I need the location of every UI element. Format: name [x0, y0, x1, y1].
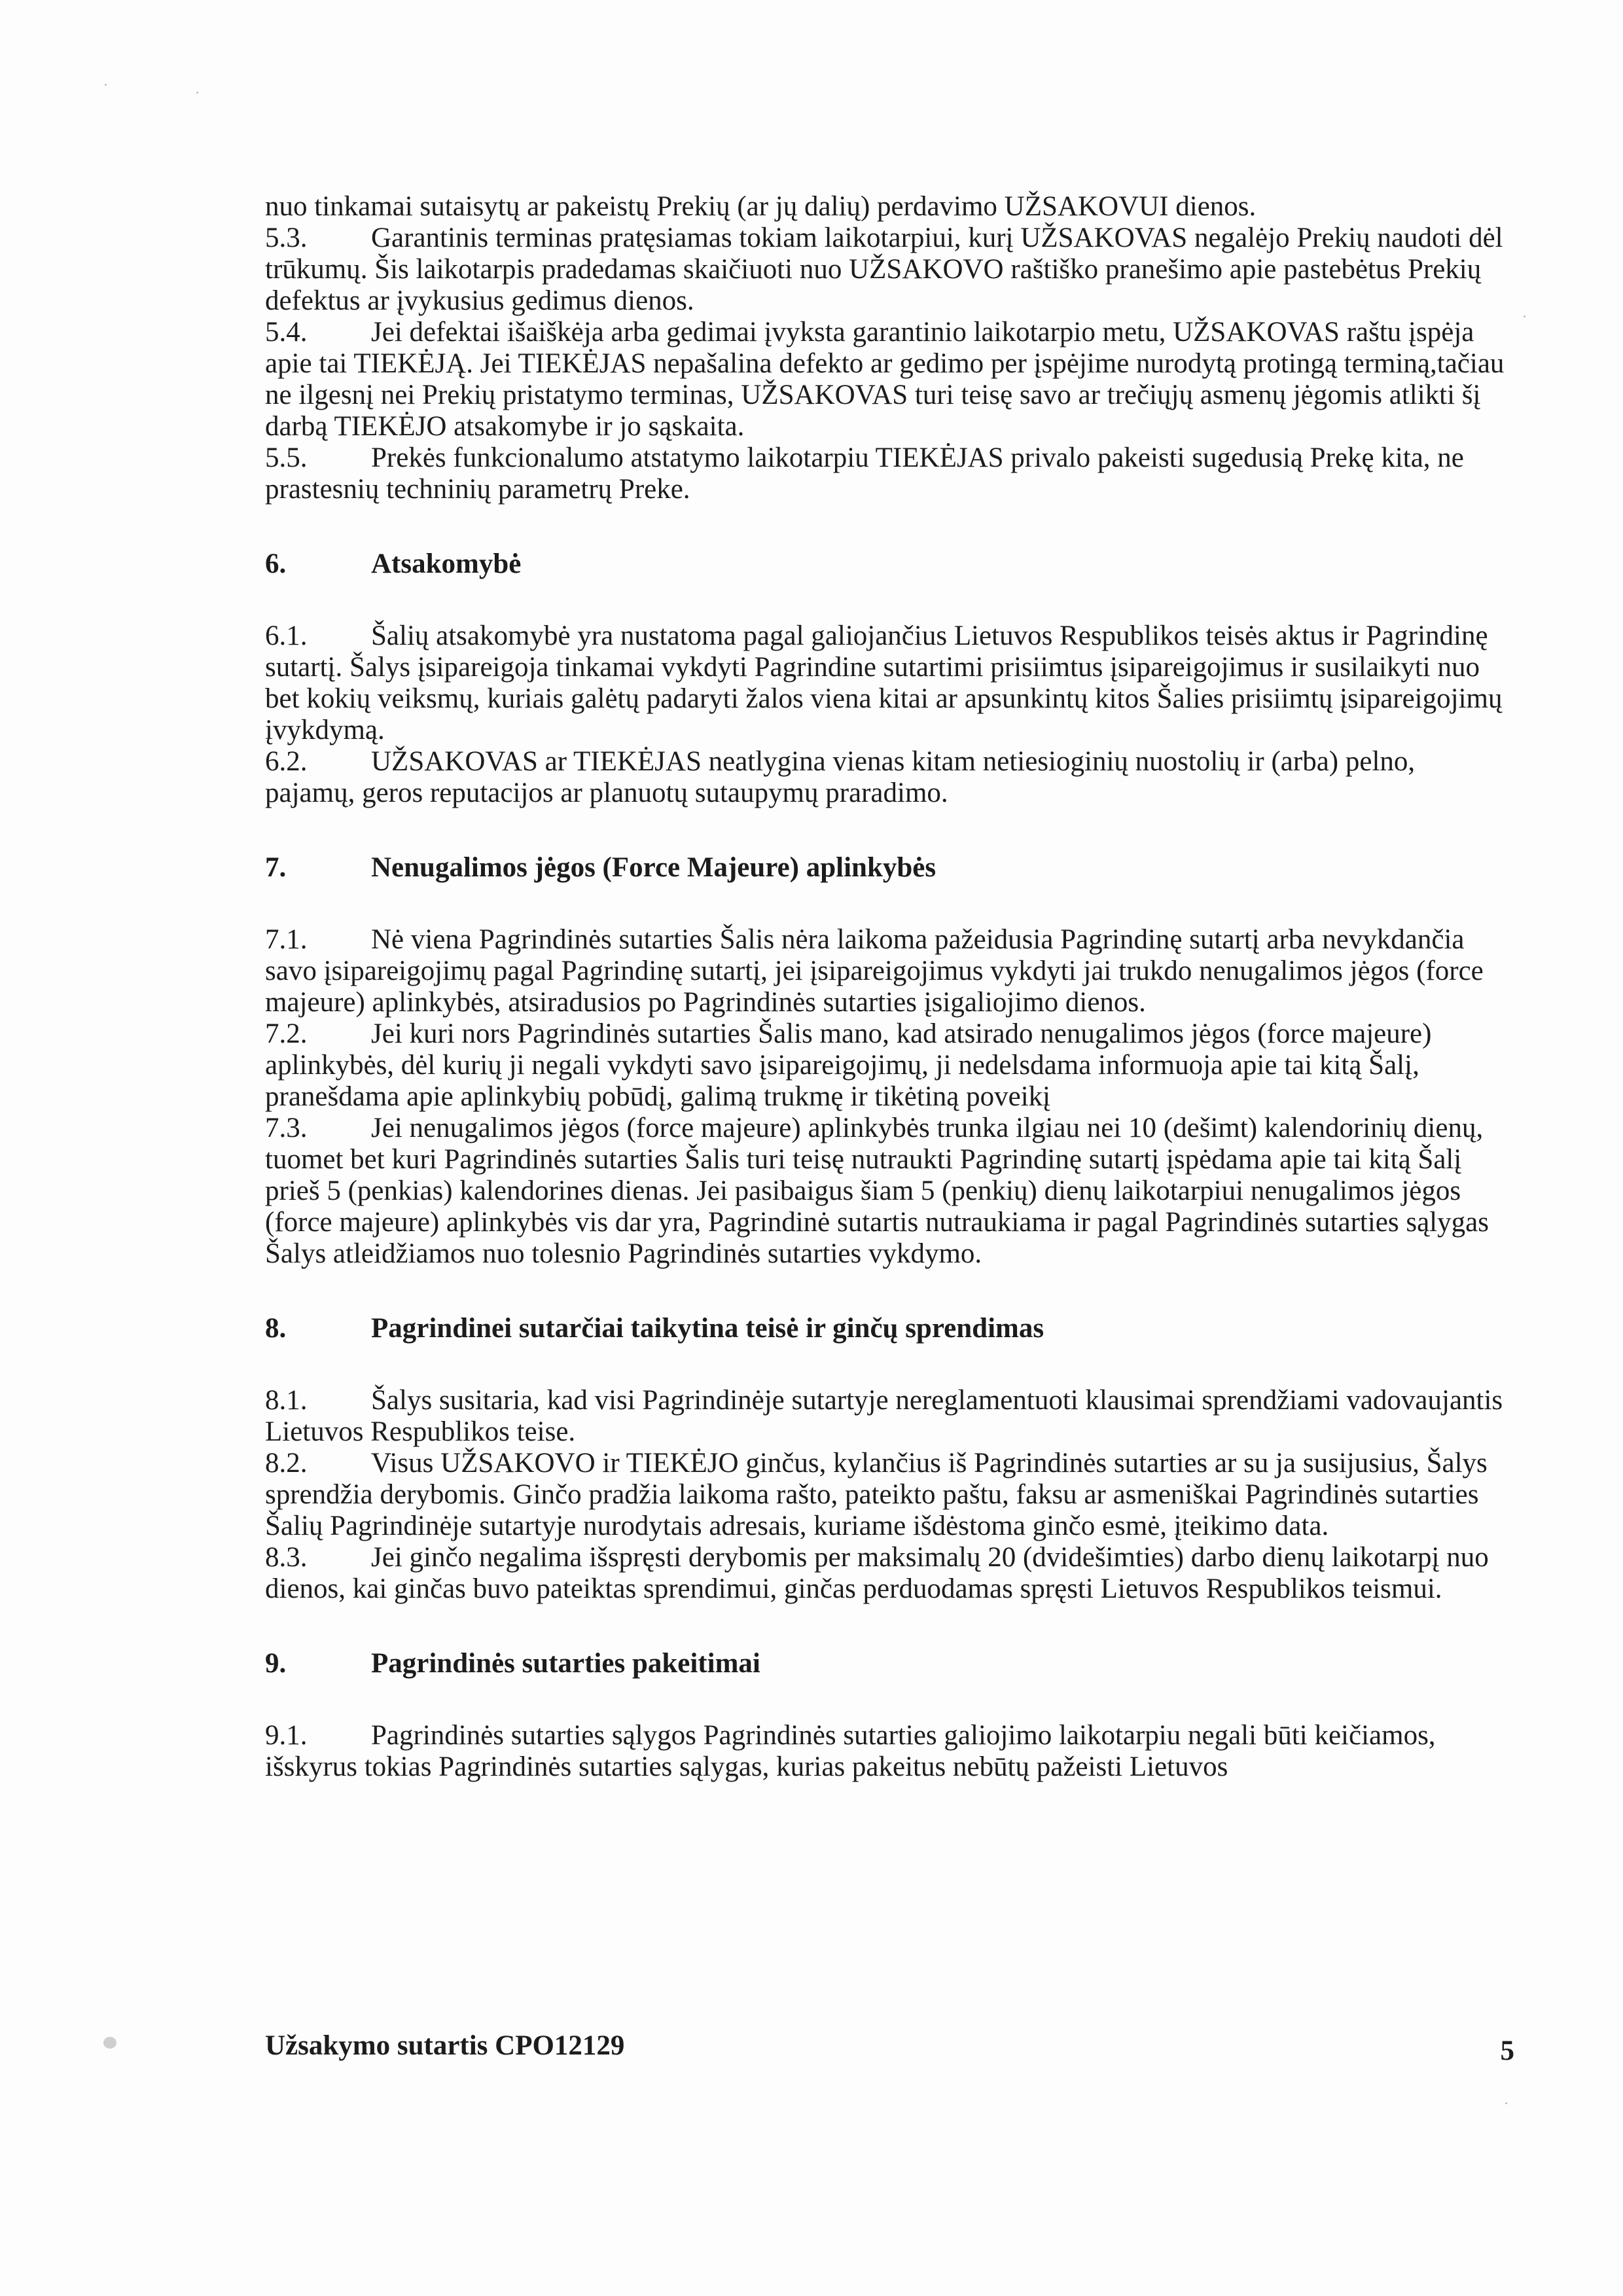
section-number: 6. [265, 548, 287, 579]
clause-text: Visus UŽSAKOVO ir TIEKĖJO ginčus, kylančius iš Pagrindinės sutarties ar su ja susijusius, Šalys sprendžia derybomis. Ginčo pradžia laikoma rašto, pateikto paštu, faksu ar asmeniškai Pagrindinės sutarties Šalių Pagrindinėje sutartyje nurodytais adresais, kuriame išdėstoma ginčo esmė, įteikimo data. [265, 1448, 1488, 1541]
section-7-clauses [265, 924, 1512, 1270]
clause-number: 5.4. [265, 317, 308, 348]
scan-artifact-dot [103, 2037, 116, 2049]
clause-text: Jei defektai išaiškėja arba gedimai įvyksta garantinio laikotarpio metu, UŽSAKOVAS raštu įspėja apie tai TIEKĖJĄ. Jei TIEKĖJAS nepašalina defekto ar gedimo per įspėjime nurodytą protingą terminą,tačiau ne ilgesnį nei Prekių pristatymo terminas, UŽSAKOVAS turi teisę savo ar trečiųjų asmenų jėgomis atlikti šį darbą TIEKĖJO atsakomybe ir jo sąskaita. [265, 317, 1505, 442]
clause-7-2 [265, 1018, 1512, 1113]
clause-8-1 [265, 1385, 1512, 1448]
scan-artifact-speck [105, 84, 107, 86]
section-title: Atsakomybė [371, 548, 522, 579]
section-title: Nenugalimos jėgos (Force Majeure) aplinkybės [371, 852, 936, 883]
clause-9-1 [265, 1720, 1512, 1783]
section-8-clauses [265, 1385, 1512, 1605]
clause-number: 6.2. [265, 746, 308, 777]
clause-number: 5.5. [265, 442, 308, 473]
clause-text: Šalių atsakomybė yra nustatoma pagal galiojančius Lietuvos Respublikos teisės aktus ir Pagrindinę sutartį. Šalys įsipareigoja tinkamai vykdyti Pagrindine sutartimi prisiimtus įsipareigojimus ir susilaikyti nuo bet kokių veiksmų, kuriais galėtų padaryti žalos viena kitai ar apsunkintų kitos Šalies prisiimtų įsipareigojimų įvykdymą. [265, 620, 1503, 745]
clause-8-2 [265, 1448, 1512, 1542]
clause-number: 6.1. [265, 620, 308, 651]
clause-5-3 [265, 223, 1512, 317]
clause-number: 7.2. [265, 1018, 308, 1049]
section-9-clauses [265, 1720, 1512, 1783]
section-title: Pagrindinės sutarties pakeitimai [371, 1648, 760, 1679]
section-8-heading [265, 1313, 1512, 1344]
clause-number: 5.3. [265, 223, 308, 253]
section-number: 9. [265, 1648, 287, 1679]
clause-text: Prekės funkcionalumo atstatymo laikotarpiu TIEKĖJAS privalo pakeisti sugedusią Prekę kita, ne prastesnių techninių parametrų Preke. [265, 442, 1464, 505]
section-title: Pagrindinei sutarčiai taikytina teisė ir ginčų sprendimas [371, 1313, 1044, 1344]
page-number: 5 [1500, 2036, 1514, 2066]
clause-number: 8.3. [265, 1542, 308, 1573]
section-5-clauses [265, 223, 1512, 505]
section-6-clauses [265, 620, 1512, 809]
section-number: 7. [265, 852, 287, 883]
clause-number: 7.3. [265, 1113, 308, 1143]
clause-5-4 [265, 317, 1512, 442]
clause-7-1 [265, 924, 1512, 1018]
continuation-paragraph: nuo tinkamai sutaisytų ar pakeistų Prekių (ar jų dalių) perdavimo UŽSAKOVUI dienos. [265, 191, 1257, 222]
clause-6-2 [265, 746, 1512, 809]
clause-text: UŽSAKOVAS ar TIEKĖJAS neatlygina vienas kitam netiesioginių nuostolių ir (arba) pelno, pajamų, geros reputacijos ar planuotų sutaupymų praradimo. [265, 746, 1416, 808]
scan-artifact-speck [1505, 2102, 1507, 2104]
clause-number: 8.2. [265, 1448, 308, 1479]
clause-text: Pagrindinės sutarties sąlygos Pagrindinės sutarties galiojimo laikotarpiu negali būti keičiamos, išskyrus tokias Pagrindinės sutarties sąlygas, kurias pakeitus nebūtų pažeisti Lietuvos [265, 1720, 1436, 1782]
document-page [265, 191, 1512, 1783]
footer-document-title: Užsakymo sutartis CPO12129 [265, 2030, 625, 2061]
clause-number: 7.1. [265, 924, 308, 955]
clause-text: Jei ginčo negalima išspręsti derybomis per maksimalų 20 (dvidešimties) darbo dienų laikotarpį nuo dienos, kai ginčas buvo pateiktas sprendimui, ginčas perduodamas spręsti Lietuvos Respublikos teismui. [265, 1542, 1489, 1604]
clause-text: Garantinis terminas pratęsiamas tokiam laikotarpiui, kurį UŽSAKOVAS negalėjo Prekių naudoti dėl trūkumų. Šis laikotarpis pradedamas skaičiuoti nuo UŽSAKOVO raštiško pranešimo apie pastebėtus Prekių defektus ar įvykusius gedimus dienos. [265, 223, 1503, 316]
clause-text: Jei kuri nors Pagrindinės sutarties Šalis mano, kad atsirado nenugalimos jėgos (force majeure) aplinkybės, dėl kurių ji negali vykdyti savo įsipareigojimų, ji nedelsdama informuoja apie tai kitą Šalį, pranešdama apie aplinkybių pobūdį, galimą trukmę ir tikėtiną poveikį [265, 1018, 1432, 1112]
clause-6-1 [265, 620, 1512, 746]
page-footer [265, 2030, 1514, 2066]
scan-artifact-speck [196, 92, 198, 94]
clause-number: 8.1. [265, 1385, 308, 1416]
clause-8-3 [265, 1542, 1512, 1605]
section-number: 8. [265, 1313, 287, 1344]
clause-text: Nė viena Pagrindinės sutarties Šalis nėra laikoma pažeidusia Pagrindinę sutartį arba nevykdančia savo įsipareigojimų pagal Pagrindinę sutartį, jei įsipareigojimus vykdyti jai trukdo nenugalimos jėgos (force majeure) aplinkybės, atsiradusios po Pagrindinės sutarties įsigaliojimo dienos. [265, 924, 1484, 1018]
clause-text: Šalys susitaria, kad visi Pagrindinėje sutartyje nereglamentuoti klausimai sprendžiami vadovaujantis Lietuvos Respublikos teise. [265, 1385, 1503, 1447]
section-7-heading [265, 852, 1512, 884]
clause-number: 9.1. [265, 1720, 308, 1751]
section-6-heading [265, 548, 1512, 580]
clause-7-3 [265, 1113, 1512, 1270]
clause-5-5 [265, 442, 1512, 505]
clause-text: Jei nenugalimos jėgos (force majeure) aplinkybės trunka ilgiau nei 10 (dešimt) kalendorinių dienų, tuomet bet kuri Pagrindinės sutarties Šalis turi teisę nutraukti Pagrindinę sutartį įspėdama apie tai kitą Šalį prieš 5 (penkias) kalendorines dienas. Jei pasibaigus šiam 5 (penkių) dienų laikotarpiui nenugalimos jėgos (force majeure) aplinkybės vis dar yra, Pagrindinė sutartis nutraukiama ir pagal Pagrindinės sutarties sąlygas Šalys atleidžiamos nuo tolesnio Pagrindinės sutarties vykdymo. [265, 1113, 1489, 1269]
scan-artifact-speck [1524, 315, 1525, 317]
section-9-heading [265, 1648, 1512, 1679]
